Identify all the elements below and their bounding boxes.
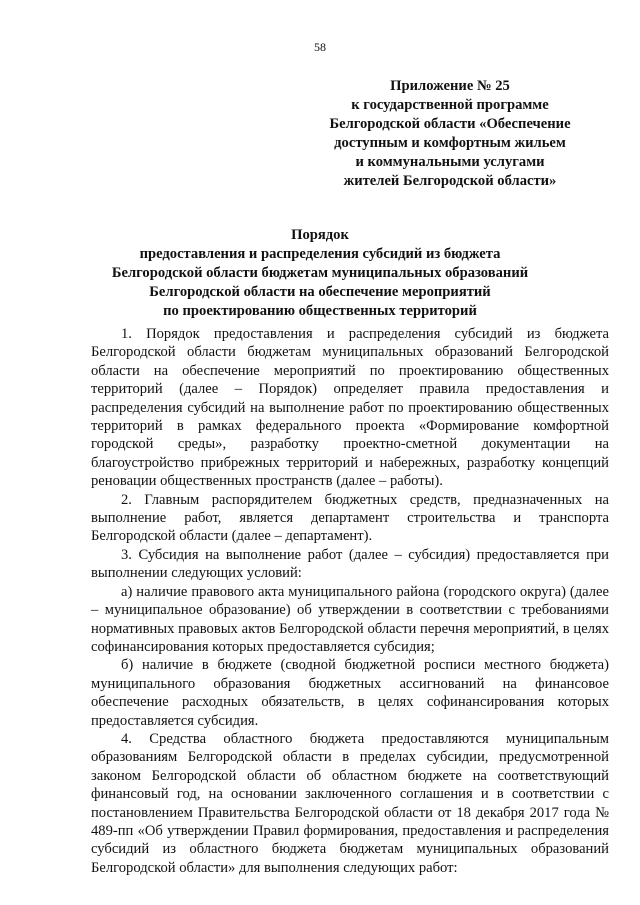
title-line: по проектированию общественных территорий (163, 303, 477, 319)
paragraph-3: 3. Субсидия на выполнение работ (далее – субсидия) предоставляется при выполнении следующих условий: (91, 546, 609, 582)
appendix-line: Приложение № 25 (390, 78, 510, 94)
paragraph-3a: а) наличие правового акта муниципального района (городского округа) (далее – муниципальное образование) об утверждении в соответствии с требованиями нормативных правовых актов Белгородской области перечня мероприятий, в целях софинансирования которых предоставляется субсидия; (91, 583, 609, 655)
document-body (91, 325, 609, 877)
appendix-line: доступным и комфортным жильем (334, 135, 566, 151)
paragraph-2: 2. Главным распорядителем бюджетных средств, предназначенных на выполнение работ, является департамент строительства и транспорта Белгородской области (далее – департамент). (91, 491, 609, 545)
title-line: Белгородской области бюджетам муниципальных образований (111, 265, 529, 281)
title-line: предоставления и распределения субсидий из бюджета (139, 246, 501, 262)
paragraph-4: 4. Средства областного бюджета предоставляются муниципальным образованиям Белгородской области в пределах субсидии, предусмотренной законом Белгородской области об областном бюджете на соответствующий финансовый год, на основании заключенного соглашения и в соответствии с постановлением Правительства Белгородской области от 18 декабря 2017 года № 489-пп «Об утверждении Правил формирования, предоставления и распределения субсидий из областного бюджета бюджетам муниципальных образований Белгородской области» для выполнения следующих работ: (91, 730, 609, 876)
paragraph-1: 1. Порядок предоставления и распределения субсидий из бюджета Белгородской области бюджетам муниципальных образований Белгородской области на обеспечение мероприятий по проектированию общественных территорий (далее – Порядок) определяет правила предоставления и распределения субсидий на выполнение работ по проектированию общественных территорий в рамках федерального проекта «Формирование комфортной городской среды», разработку проектно-сметной документации на благоустройство прибрежных территорий и набережных, разработку концепций реновации общественных пространств (далее – работы). (91, 326, 609, 490)
appendix-line: и коммунальными услугами (355, 154, 545, 170)
page-number: 58 (314, 40, 326, 54)
appendix-line: Белгородской области «Обеспечение (329, 116, 571, 132)
document-title (60, 226, 580, 321)
title-line: Белгородской области на обеспечение мероприятий (149, 284, 491, 300)
appendix-line: к государственной программе (351, 97, 549, 113)
appendix-header (300, 77, 600, 191)
title-line: Порядок (291, 227, 349, 243)
paragraph-3b: б) наличие в бюджете (сводной бюджетной росписи местного бюджета) муниципального образования бюджетных ассигнований на финансовое обеспечение расходных обязательств, в целях софинансирования которых предоставляется субсидия. (91, 657, 609, 729)
appendix-line: жителей Белгородской области» (343, 173, 557, 189)
